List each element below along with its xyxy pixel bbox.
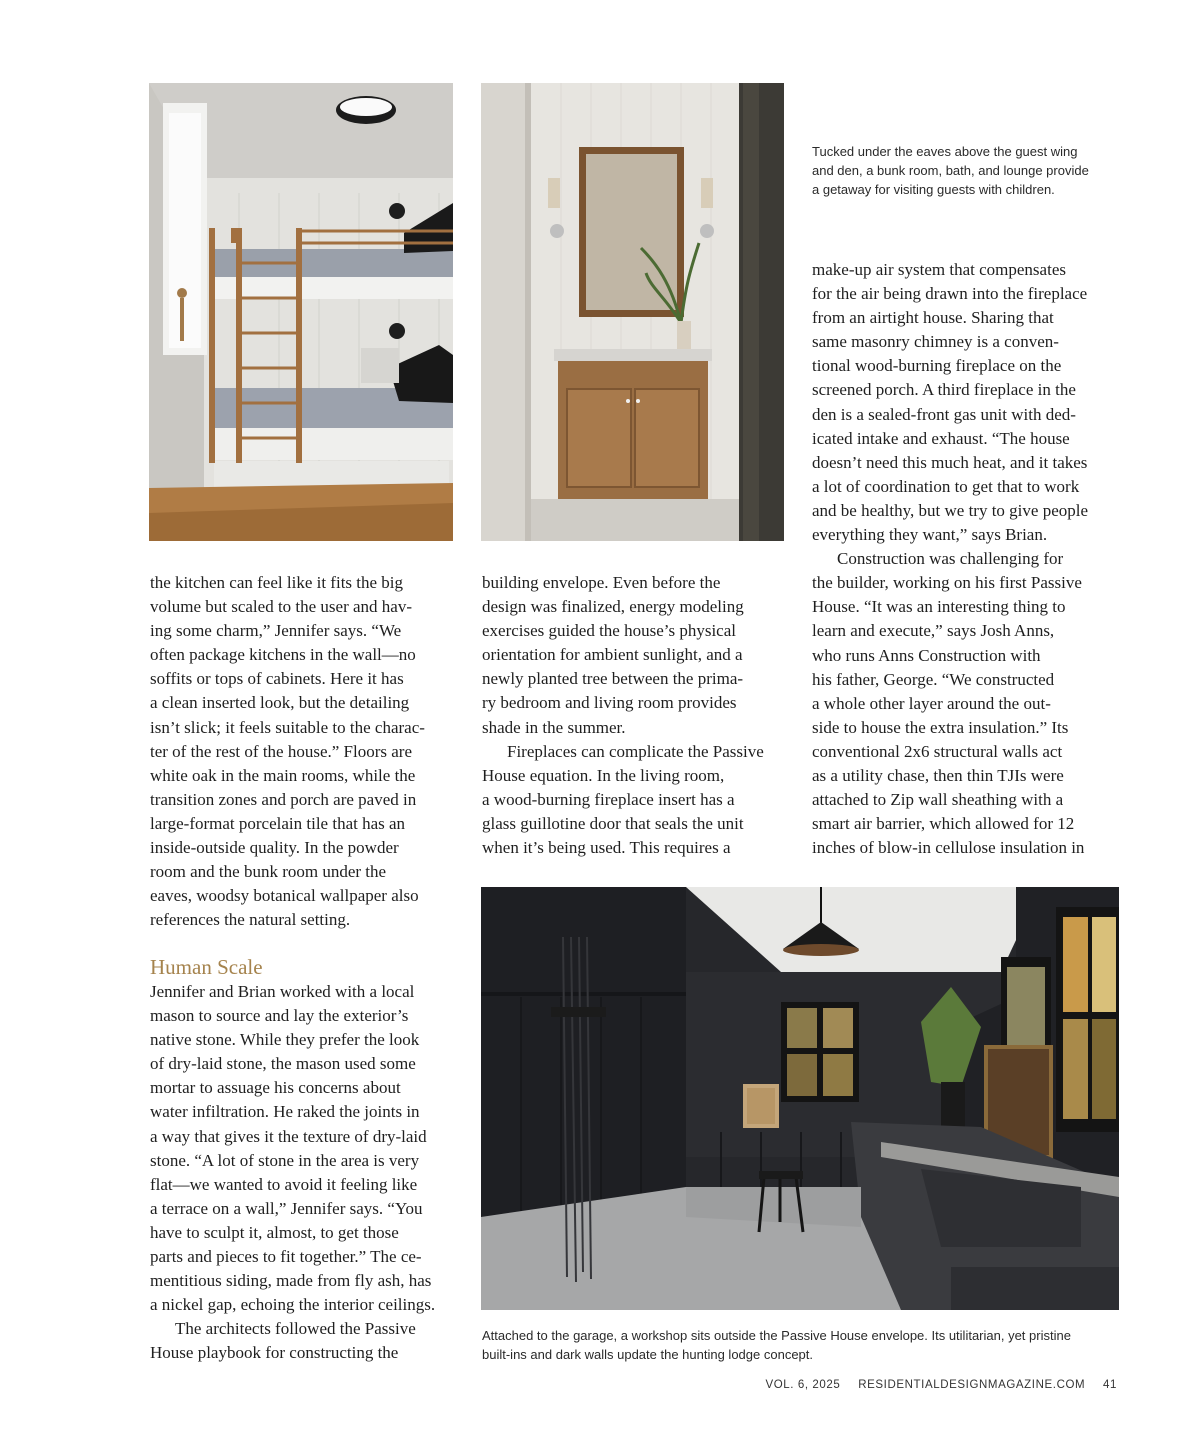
text-line: the kitchen can feel like it fits the big — [150, 573, 404, 592]
text-line: as a utility chase, then thin TJIs were — [812, 765, 1064, 785]
magazine-url: RESIDENTIALDESIGNMAGAZINE.COM — [858, 1379, 1086, 1391]
text-line: who runs Anns Construction with — [812, 645, 1041, 665]
text-line: eaves, woodsy botanical wallpaper also — [150, 886, 419, 906]
text-line: smart air barrier, which allowed for 12 — [812, 814, 1075, 834]
text-line: inches of blow-in cellulose insulation in — [812, 838, 1085, 858]
text-line: building envelope. Even before the — [482, 573, 721, 592]
caption-line: and den, a bunk room, bath, and lounge provide — [812, 163, 1089, 178]
text-line: House equation. In the living room, — [482, 765, 725, 785]
column-one-continued-text — [150, 980, 435, 1366]
text-line: the builder, working on his first Passive — [812, 573, 1082, 593]
text-line: glass guillotine door that seals the unit — [482, 813, 744, 833]
text-line: stone. “A lot of stone in the area is very — [150, 1150, 420, 1170]
text-line: House playbook for constructing the — [150, 1343, 399, 1363]
text-line: make-up air system that compensates — [812, 260, 1066, 279]
text-line: isn’t slick; it feels suitable to the charac- — [150, 717, 425, 737]
text-line: The architects followed the Passive — [175, 1319, 416, 1339]
text-line: ing some charm,” Jennifer says. “We — [150, 621, 402, 641]
text-line: House. “It was an interesting thing to — [812, 597, 1066, 617]
bunk-room-photo — [149, 83, 453, 541]
text-line: inside-outside quality. In the powder — [150, 838, 399, 858]
text-line: ter of the rest of the house.” Floors are — [150, 741, 412, 761]
text-line: ry bedroom and living room provides — [482, 693, 737, 713]
text-line: a wood-burning fireplace insert has a — [482, 789, 735, 809]
text-line: his father, George. “We constructed — [812, 669, 1055, 689]
text-line: transition zones and porch are paved in — [150, 789, 417, 809]
text-line: native stone. While they prefer the look — [150, 1030, 420, 1050]
text-line: when it’s being used. This requires a — [482, 838, 731, 858]
page-footer — [751, 1379, 1117, 1391]
text-line: learn and execute,” says Josh Anns, — [812, 621, 1055, 641]
text-line: Fireplaces can complicate the Passive — [507, 741, 764, 761]
text-line: mentitious siding, made from fly ash, has — [150, 1271, 432, 1291]
text-line: for the air being drawn into the fireplace — [812, 284, 1088, 304]
caption-line: built-ins and dark walls update the hunting lodge concept. — [482, 1347, 813, 1362]
caption-line: Tucked under the eaves above the guest wing — [812, 144, 1078, 159]
text-line: Jennifer and Brian worked with a local — [150, 982, 415, 1001]
text-line: parts and pieces to fit together.” The ce- — [150, 1247, 422, 1267]
text-line: room and the bunk room under the — [150, 862, 387, 882]
caption-line: Attached to the garage, a workshop sits outside the Passive House envelope. Its utilitarian, yet pristine — [482, 1328, 1071, 1343]
text-line: screened porch. A third fireplace in the — [812, 380, 1076, 400]
text-line: have to sculpt it, almost, to get those — [150, 1222, 399, 1242]
issue-volume: VOL. 6, 2025 — [765, 1379, 841, 1391]
text-line: everything they want,” says Brian. — [812, 525, 1048, 545]
caption-line: a getaway for visiting guests with children. — [812, 182, 1055, 197]
text-line: volume but scaled to the user and hav- — [150, 597, 413, 617]
text-line: Construction was challenging for — [837, 549, 1064, 569]
text-line: water infiltration. He raked the joints in — [150, 1102, 420, 1122]
text-line: soffits or tops of cabinets. Here it has — [150, 669, 404, 689]
text-line: of dry-laid stone, the mason used some — [150, 1054, 416, 1074]
column-one-text — [150, 571, 425, 932]
text-line: side to house the extra insulation.” Its — [812, 717, 1069, 737]
text-line: den is a sealed-front gas unit with ded- — [812, 404, 1076, 424]
text-line: shade in the summer. — [482, 717, 626, 737]
text-line: a clean inserted look, but the detailing — [150, 693, 410, 713]
text-line: a way that gives it the texture of dry-laid — [150, 1126, 427, 1146]
text-line: icated intake and exhaust. “The house — [812, 428, 1070, 448]
text-line: references the natural setting. — [150, 910, 351, 930]
text-line: attached to Zip wall sheathing with a — [812, 790, 1064, 810]
section-subhead: Human Scale — [150, 955, 263, 979]
text-line: same masonry chimney is a conven- — [812, 332, 1059, 352]
bunk-room-caption — [812, 142, 1089, 199]
text-line: flat—we wanted to avoid it feeling like — [150, 1174, 418, 1194]
text-line: conventional 2x6 structural walls act — [812, 741, 1063, 761]
text-line: often package kitchens in the wall—no — [150, 645, 416, 665]
text-line: a whole other layer around the out- — [812, 693, 1051, 713]
workshop-caption — [482, 1326, 1071, 1364]
workshop-photo — [481, 887, 1119, 1310]
text-line: large-format porcelain tile that has an — [150, 813, 406, 833]
text-line: mason to source and lay the exterior’s — [150, 1006, 409, 1026]
text-line: from an airtight house. Sharing that — [812, 308, 1054, 328]
text-line: a nickel gap, echoing the interior ceilings. — [150, 1295, 436, 1315]
text-line: mortar to assuage his concerns about — [150, 1078, 401, 1098]
text-line: orientation for ambient sunlight, and a — [482, 645, 743, 665]
text-line: and be healthy, but we try to give people — [812, 500, 1089, 520]
column-two-text — [482, 571, 764, 860]
text-line: a terrace on a wall,” Jennifer says. “You — [150, 1198, 423, 1218]
text-line: tional wood-burning fireplace on the — [812, 356, 1062, 376]
text-line: white oak in the main rooms, while the — [150, 765, 416, 785]
text-line: design was finalized, energy modeling — [482, 597, 744, 617]
text-line: doesn’t need this much heat, and it takes — [812, 452, 1088, 472]
text-line: exercises guided the house’s physical — [482, 621, 736, 641]
powder-room-photo — [481, 83, 784, 541]
page-number: 41 — [1103, 1379, 1117, 1391]
text-line: a lot of coordination to get that to work — [812, 476, 1080, 496]
column-three-text — [812, 258, 1088, 860]
text-line: newly planted tree between the prima- — [482, 669, 744, 689]
